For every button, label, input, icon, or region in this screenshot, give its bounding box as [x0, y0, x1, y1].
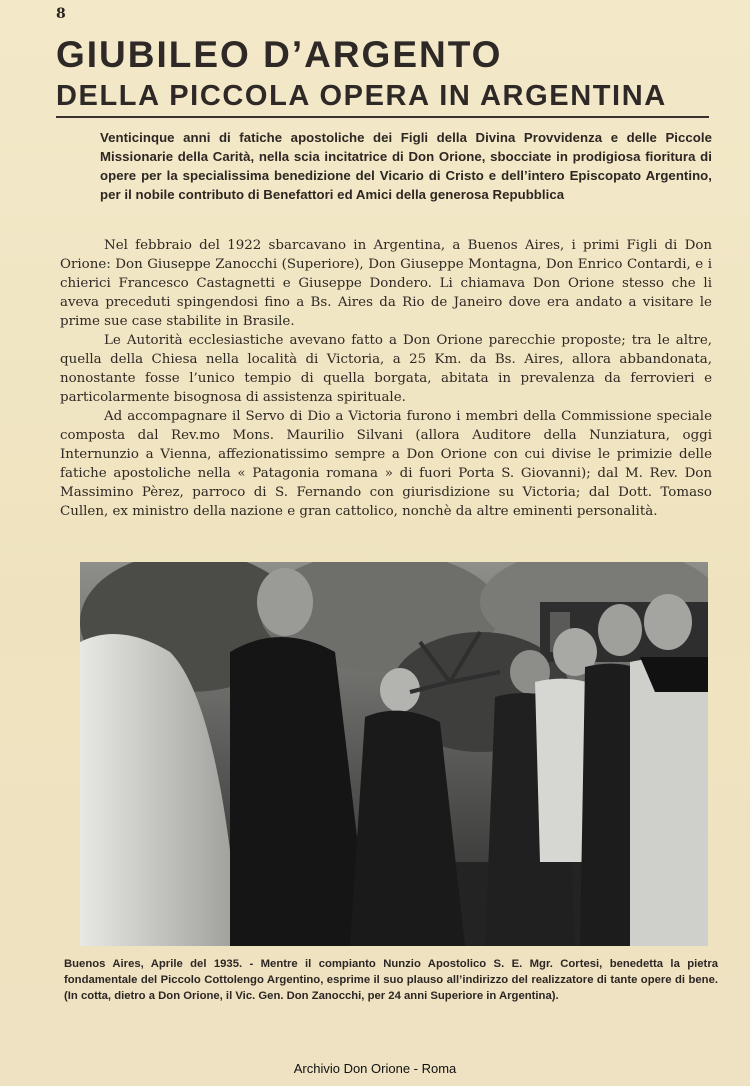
- photo-caption: Buenos Aires, Aprile del 1935. - Mentre il compianto Nunzio Apostolico S. E. Mgr. Cortesi, benedetta la pietra fondamentale del Piccolo Cottolengo Argentino, esprime il suo plauso all’indirizzo del realizzatore di tante opere di bene. (In cotta, dietro a Don Orione, il Vic. Gen. Don Zanocchi, per 24 anni Superiore in Argentina).: [64, 958, 718, 1002]
- archive-footer: Archivio Don Orione - Roma: [293, 1061, 457, 1076]
- article-lead: Venticinque anni di fatiche apostoliche dei Figli della Divina Provvidenza e delle Piccole Missionarie della Carità, nella scia incitatrice di Don Orione, sbocciate in prodigiosa fioritura di opere per la specialissima benedizione del Vicario di Cristo e dell’intero Episcopato Argentino, per il nobile contributo di Benefattori ed Amici della generosa Repubblica: [100, 130, 712, 202]
- article-title: GIUBILEO D’ARGENTO: [56, 34, 503, 75]
- article-body: [60, 236, 712, 521]
- body-paragraph: Nel febbraio del 1922 sbarcavano in Argentina, a Buenos Aires, i primi Figli di Don Orione: Don Giuseppe Zanocchi (Superiore), Don Giuseppe Montagna, Don Enrico Contardi, e i chierici Francesco Castagnetti e Giuseppe Dondero. Li chiamava Don Orione stesso che li aveva preceduti spingendosi fino a Bs. Aires da Rio de Janeiro dove era andato a visitare le prime sue case stabilite in Brasile.: [60, 238, 712, 329]
- body-paragraph: Ad accompagnare il Servo di Dio a Victoria furono i membri della Commissione speciale composta dal Rev.mo Mons. Maurilio Silvani (allora Auditore della Nunziatura, oggi Internunzio a Vienna, affezionatissimo sempre a Don Orione con cui divise le primizie delle fatiche apostoliche nella « Patagonia romana » di fuori Porta S. Giovanni); dal M. Rev. Don Massimino Pèrez, parroco di S. Fernando con giurisdizione su Victoria; dal Dott. Tomaso Cullen, ex ministro della nazione e gran cattolico, nonchè da altre eminenti personalità.: [60, 409, 712, 519]
- ceremony-photo: [80, 562, 708, 946]
- article-subtitle: DELLA PICCOLA OPERA IN ARGENTINA: [56, 80, 667, 112]
- ceremony-photo-illustration: [80, 562, 708, 946]
- body-paragraph: Le Autorità ecclesiastiche avevano fatto a Don Orione parecchie proposte; tra le altre, quella della Chiesa nella località di Victoria, a 25 Km. da Bs. Aires, allora abbandonata, nonostante fosse l’unico tempio di quella borgata, abitata in prevalenza da ferrovieri e particolarmente bisognosa di assistenza spirituale.: [60, 333, 712, 405]
- page-number: 8: [56, 6, 66, 22]
- title-divider: [56, 116, 709, 118]
